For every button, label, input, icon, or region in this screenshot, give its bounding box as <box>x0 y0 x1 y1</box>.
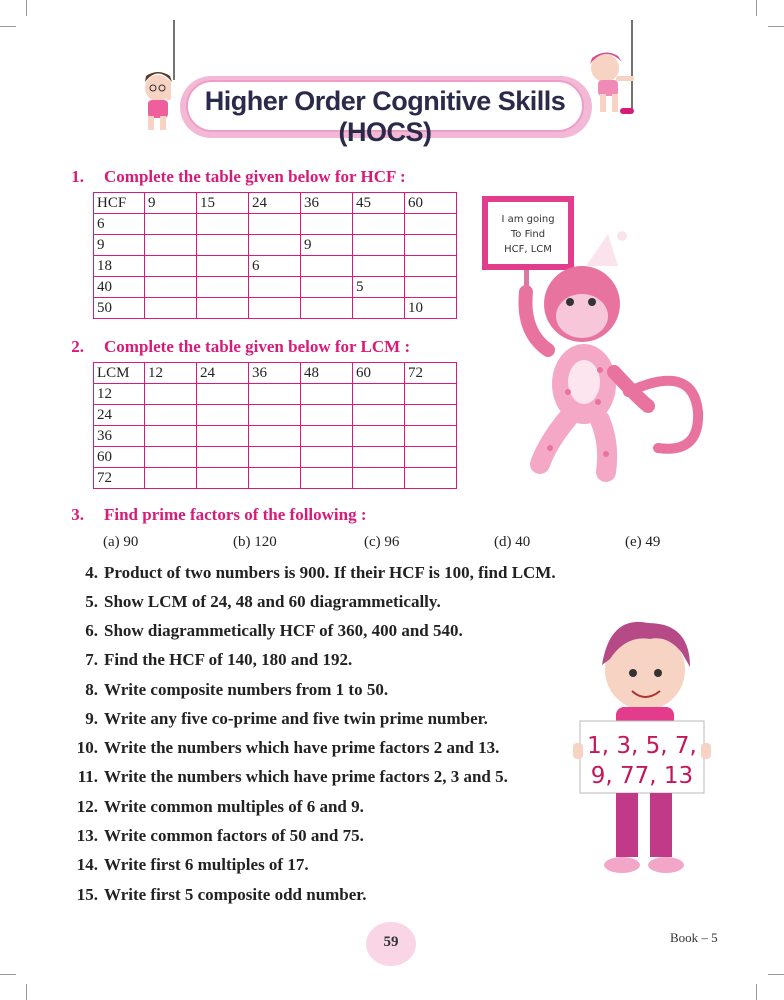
hcf-table <box>93 192 457 319</box>
table-cell: 24 <box>197 363 249 384</box>
table-cell: LCM <box>94 363 145 384</box>
girl-illustration <box>130 20 190 135</box>
question-text: Write first 6 multiples of 17. <box>104 855 309 874</box>
question-text: Write the numbers which have prime factors 2, 3 and 5. <box>104 767 508 786</box>
question-text: Find prime factors of the following : <box>104 505 367 524</box>
question-number: 5. <box>85 592 98 611</box>
lcm-table <box>93 362 457 489</box>
question-item <box>66 709 488 729</box>
boy-on-rope-illustration <box>580 20 650 120</box>
table-cell <box>197 384 249 405</box>
table-row <box>94 277 457 298</box>
question-text: Product of two numbers is 900. If their HCF is 100, find LCM. <box>104 563 556 582</box>
table-cell <box>405 256 457 277</box>
table-cell <box>353 235 405 256</box>
table-cell <box>145 468 197 489</box>
option-b: (b) 120 <box>233 534 277 550</box>
table-cell <box>353 405 405 426</box>
table-row <box>94 235 457 256</box>
table-cell <box>249 405 301 426</box>
table-cell <box>197 447 249 468</box>
crop-mark <box>756 0 757 16</box>
table-row <box>94 384 457 405</box>
table-cell <box>405 468 457 489</box>
question-number: 12. <box>76 797 98 816</box>
question-text: Write common factors of 50 and 75. <box>104 826 364 845</box>
question-number: 4. <box>85 563 98 582</box>
table-cell: 36 <box>94 426 145 447</box>
table-cell <box>197 468 249 489</box>
table-cell: 72 <box>405 363 457 384</box>
table-cell <box>145 384 197 405</box>
question-text: Write first 5 composite odd number. <box>104 885 367 904</box>
question-text: Write the numbers which have prime factors 2 and 13. <box>104 738 500 757</box>
table-row <box>94 405 457 426</box>
question-number: 11. <box>77 767 98 786</box>
table-cell: 12 <box>145 363 197 384</box>
table-cell <box>405 405 457 426</box>
table-cell <box>353 298 405 319</box>
option-c: (c) 96 <box>364 534 400 550</box>
table-cell: 9 <box>94 235 145 256</box>
table-cell <box>301 384 353 405</box>
crop-mark <box>0 974 16 975</box>
boy-sign-line2: 9, 77, 13 <box>590 763 694 789</box>
crop-mark <box>768 26 784 27</box>
table-cell <box>353 256 405 277</box>
table-cell: 6 <box>249 256 301 277</box>
crop-mark <box>26 984 27 1000</box>
table-cell <box>145 426 197 447</box>
table-cell <box>353 214 405 235</box>
crop-mark <box>768 974 784 975</box>
table-cell: 24 <box>94 405 145 426</box>
question-number: 1. <box>71 167 84 186</box>
page-title: Higher Order Cognitive Skills (HOCS) <box>204 86 566 147</box>
monkey-sign-line3: HCF, LCM <box>504 244 552 255</box>
question-item <box>66 885 367 905</box>
table-cell <box>197 214 249 235</box>
monkey-illustration <box>478 192 718 492</box>
table-cell <box>249 214 301 235</box>
monkey-sign-line2: To Find <box>510 229 546 240</box>
table-cell <box>353 447 405 468</box>
question-text: Complete the table given below for LCM : <box>104 337 411 356</box>
table-cell: 24 <box>249 193 301 214</box>
table-cell: 60 <box>353 363 405 384</box>
table-cell <box>405 426 457 447</box>
table-cell <box>145 447 197 468</box>
table-cell <box>301 468 353 489</box>
table-cell: 36 <box>301 193 353 214</box>
table-cell: 18 <box>94 256 145 277</box>
monkey-sign-line1: I am going <box>501 214 555 225</box>
boy-sign-line1: 1, 3, 5, 7, <box>587 733 697 759</box>
question-item <box>66 680 388 700</box>
table-cell <box>249 384 301 405</box>
question-item <box>66 855 309 875</box>
table-cell <box>301 405 353 426</box>
question-text: Write any five co-prime and five twin prime number. <box>104 709 488 728</box>
table-cell <box>301 426 353 447</box>
question-number: 10. <box>76 738 98 757</box>
question-item <box>66 826 364 846</box>
option-d: (d) 40 <box>494 534 531 550</box>
table-cell <box>249 298 301 319</box>
question-item <box>66 767 508 787</box>
table-cell: 10 <box>405 298 457 319</box>
book-label: Book – 5 <box>670 930 718 945</box>
question-text: Write composite numbers from 1 to 50. <box>104 680 389 699</box>
table-cell <box>145 235 197 256</box>
table-cell: 72 <box>94 468 145 489</box>
table-cell: 12 <box>94 384 145 405</box>
table-cell <box>353 468 405 489</box>
table-cell: 48 <box>301 363 353 384</box>
table-row <box>94 256 457 277</box>
question-item <box>66 650 352 670</box>
table-row <box>94 298 457 319</box>
table-cell <box>197 256 249 277</box>
question-text: Show diagrammetically HCF of 360, 400 and 540. <box>104 621 463 640</box>
table-cell <box>197 298 249 319</box>
table-row <box>94 426 457 447</box>
table-cell <box>405 235 457 256</box>
boy-illustration <box>570 615 715 885</box>
option-a: (a) 90 <box>103 534 139 550</box>
table-cell <box>249 426 301 447</box>
table-cell <box>197 405 249 426</box>
table-cell <box>301 214 353 235</box>
table-cell <box>405 214 457 235</box>
table-cell <box>249 447 301 468</box>
table-cell <box>353 384 405 405</box>
table-cell: 40 <box>94 277 145 298</box>
question-item <box>66 563 556 583</box>
question-text: Find the HCF of 140, 180 and 192. <box>104 650 353 669</box>
table-cell <box>353 426 405 447</box>
question-number: 14. <box>76 855 98 874</box>
table-cell <box>405 277 457 298</box>
table-cell: 5 <box>353 277 405 298</box>
table-cell: 60 <box>405 193 457 214</box>
table-header-row <box>94 193 457 214</box>
table-cell <box>405 447 457 468</box>
table-cell <box>145 277 197 298</box>
table-cell <box>405 384 457 405</box>
table-cell <box>301 256 353 277</box>
question-number: 2. <box>71 337 84 356</box>
table-cell: 50 <box>94 298 145 319</box>
question-number: 13. <box>76 826 98 845</box>
table-header-row <box>94 363 457 384</box>
table-cell <box>197 277 249 298</box>
table-cell <box>145 298 197 319</box>
page-number: 59 <box>383 934 399 950</box>
table-cell <box>301 298 353 319</box>
table-cell <box>249 468 301 489</box>
table-cell <box>145 256 197 277</box>
table-row <box>94 447 457 468</box>
question-number: 3. <box>71 505 84 524</box>
table-cell <box>145 405 197 426</box>
table-cell: 9 <box>145 193 197 214</box>
table-cell: 45 <box>353 193 405 214</box>
question-text: Write common multiples of 6 and 9. <box>104 797 364 816</box>
table-cell: 36 <box>249 363 301 384</box>
table-cell: 9 <box>301 235 353 256</box>
crop-mark <box>26 0 27 16</box>
table-row <box>94 214 457 235</box>
table-cell: 15 <box>197 193 249 214</box>
table-cell <box>249 235 301 256</box>
question-item <box>66 592 441 612</box>
table-cell <box>145 214 197 235</box>
question-text: Complete the table given below for HCF : <box>104 167 406 186</box>
table-cell <box>301 277 353 298</box>
question-text: Show LCM of 24, 48 and 60 diagrammetically. <box>104 592 441 611</box>
crop-mark <box>0 26 16 27</box>
question-item <box>66 797 364 817</box>
table-cell <box>197 235 249 256</box>
table-cell <box>249 277 301 298</box>
question-number: 15. <box>76 885 98 904</box>
question-number: 8. <box>85 680 98 699</box>
question-item <box>66 738 499 758</box>
crop-mark <box>756 984 757 1000</box>
question-item <box>66 621 463 641</box>
table-cell: 60 <box>94 447 145 468</box>
question-number: 6. <box>85 621 98 640</box>
table-cell: HCF <box>94 193 145 214</box>
table-cell <box>197 426 249 447</box>
table-cell <box>301 447 353 468</box>
table-row <box>94 468 457 489</box>
question-number: 9. <box>85 709 98 728</box>
question-number: 7. <box>85 650 98 669</box>
table-cell: 6 <box>94 214 145 235</box>
option-e: (e) 49 <box>625 534 661 550</box>
